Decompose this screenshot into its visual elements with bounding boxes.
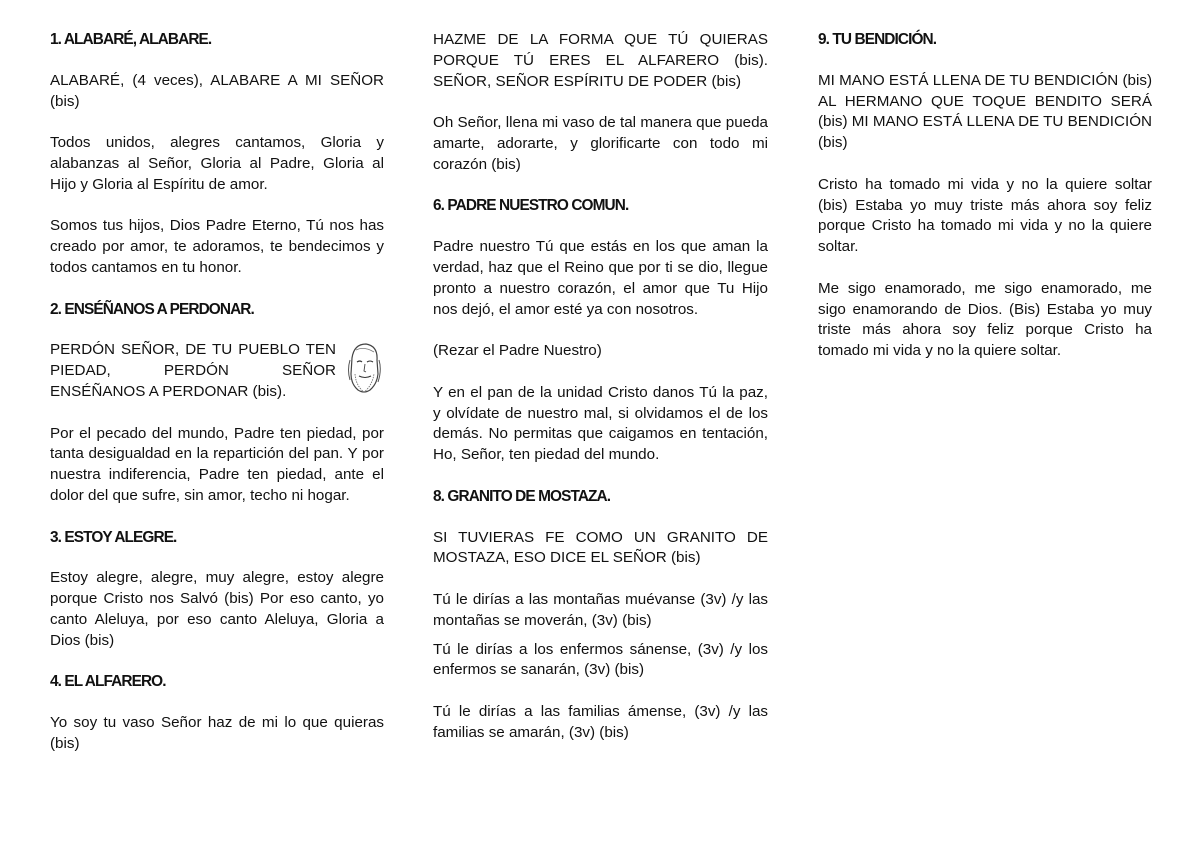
song-verse: Me sigo enamorado, me sigo enamorado, me sigo enamorando de Dios. (Bis) Estaba yo muy triste más ahora soy feliz porque Cristo ha tomado mi vida y no la quiere soltar. [818,279,1152,360]
song-verse: Somos tus hijos, Dios Padre Eterno, Tú nos has creado por amor, te adoramos, te bendecimos y todos cantamos en tu honor. [50,217,384,276]
song-verse: Padre nuestro Tú que estás en los que aman la verdad, haz que el Reino que por ti se dio, llegue pronto a nuestro corazón, el amor que Tu Hijo nos dejó, el amor esté ya con nosotros. [433,238,768,318]
song-verse: Oh Señor, llena mi vaso de tal manera que pueda amarte, adorarte, y glorificarte con todo mi corazón (bis) [433,114,768,173]
song-instruction: (Rezar el Padre Nuestro) [433,342,602,360]
song-title-estoy-alegre: 3. ESTOY ALEGRE. [50,528,177,546]
song-chorus: MI MANO ESTÁ LLENA DE TU BENDICIÓN (bis) AL HERMANO QUE TOQUE BENDITO SERÁ (bis) MI MANO ESTÁ LLENA DE TU BENDICIÓN (bis) [818,71,1152,152]
song-verse: Estoy alegre, alegre, muy alegre, estoy alegre porque Cristo nos Salvó (bis) Por eso canto, yo canto Aleluya, por eso canto Aleluya, Gloria a Dios (bis) [50,569,384,649]
song-chorus: SI TUVIERAS FE COMO UN GRANITO DE MOSTAZA, ESO DICE EL SEÑOR (bis) [433,528,768,567]
song-verse: Y en el pan de la unidad Cristo danos Tú la paz, y olvídate de nuestro mal, si olvidamos el de los demás. No permitas que caigamos en tentación, Ho, Señor, ten piedad del mundo. [433,383,768,464]
song-title-alfarero: 4. EL ALFARERO. [50,673,166,691]
song-verse: Por el pecado del mundo, Padre ten piedad, por tanta desigualdad en la repartición del pan. Y por nuestra indiferencia, Padre ten piedad, ante el dolor del que sufre, sin amor, techo ni hogar. [50,424,384,504]
song-verse: Tú le dirías a los enfermos sánense, (3v) /y los enfermos se sanarán, (3v) (bis) [433,640,768,679]
song-chorus: ALABARÉ, (4 veces), ALABARE A MI SEÑOR (bis) [50,71,384,110]
song-chorus [50,340,384,402]
song-title-padre-nuestro: 6. PADRE NUESTRO COMUN. [433,197,629,215]
song-verse: Tú le dirías a las montañas muévanse (3v) /y las montañas se moverán, (3v) (bis) [433,590,768,629]
song-title-alabare: 1. ALABARÉ, ALABARE. [50,31,212,48]
song-verse: Tú le dirías a las familias ámense, (3v) /y las familias se amarán, (3v) (bis) [433,702,768,741]
column-middle [433,30,768,764]
song-title-ensenanos: 2. ENSÉÑANOS A PERDONAR. [50,300,254,318]
column-left [50,30,384,776]
jesus-face-illustration [344,340,384,396]
song-chorus: HAZME DE LA FORMA QUE TÚ QUIERAS PORQUE TÚ ERES EL ALFARERO (bis). SEÑOR, SEÑOR ESPÍRITU DE PODER (bis) [433,31,768,90]
column-right [818,30,1152,383]
song-verse: Cristo ha tomado mi vida y no la quiere soltar (bis) Estaba yo muy triste más ahora soy feliz porque Cristo ha tomado mi vida y no la quiere soltar. [818,175,1152,256]
song-verse: Todos unidos, alegres cantamos, Gloria y alabanzas al Señor, Gloria al Padre, Gloria al Hijo y Gloria al Espíritu de amor. [50,134,384,193]
song-title-granito: 8. GRANITO DE MOSTAZA. [433,487,611,505]
song-chorus-text: PERDÓN SEÑOR, DE TU PUEBLO TEN PIEDAD, PERDÓN SEÑOR ENSÉÑANOS A PERDONAR (bis). [50,341,336,400]
song-verse: Yo soy tu vaso Señor haz de mi lo que quieras (bis) [50,714,384,752]
song-title-bendicion: 9. TU BENDICIÓN. [818,31,937,48]
